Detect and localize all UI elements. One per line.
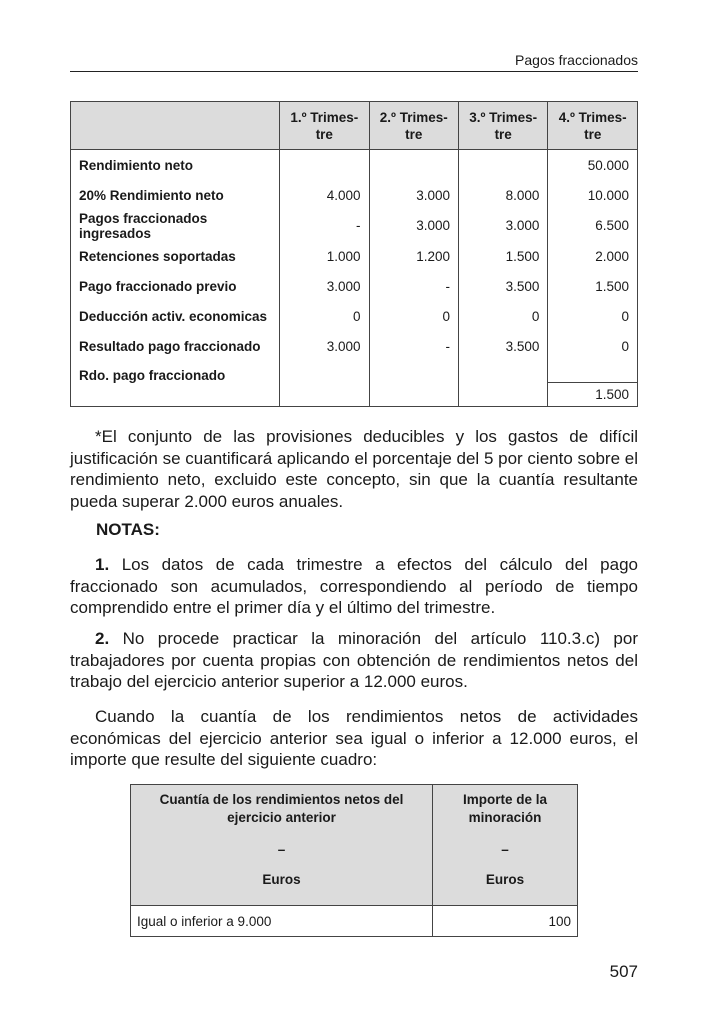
table-row: Pagos fraccionados ingresados - 3.000 3.000 6.500 (71, 211, 638, 241)
table-header-row (131, 785, 578, 906)
payments-table (70, 101, 638, 407)
header-q1: 1.º Trimes- tre (280, 102, 369, 150)
header-q3: 3.º Trimes- tre (458, 102, 547, 150)
page-number: 507 (609, 962, 638, 981)
running-header (70, 50, 638, 72)
final-result-value: 1.500 (548, 382, 637, 406)
running-title: Pagos fraccionados (515, 52, 638, 68)
footnote-paragraph: *El conjunto de las provisiones deducibles y los gastos de difícil justificación se cuantificará aplicando el porcentaje del 5 por ciento sobre el rendimiento neto, excluido este concepto, sin que la cuantía resultante pueda superar 2.000 euros anuales. (70, 427, 638, 511)
table-row: Deducción activ. economicas 0 0 0 0 (71, 301, 638, 331)
header-q4: 4.º Trimes- tre (548, 102, 638, 150)
header-income: Cuantía de los rendimientos netos del ejercicio anterior – Euros (131, 785, 433, 906)
table-header-row (71, 102, 638, 150)
notes-heading: NOTAS: (96, 520, 160, 539)
reduction-paragraph: Cuando la cuantía de los rendimientos netos de actividades económicas del ejercicio anterior sea igual o inferior a 12.000 euros, el importe que resulte del siguiente cuadro: (70, 707, 638, 769)
note-2: 2. No procede practicar la minoración del artículo 110.3.c) por trabajadores por cuenta propias con obtención de rendimientos netos del trabajo del ejercicio anterior superior a 12.000 euros. (70, 629, 638, 691)
header-q2: 2.º Trimes- tre (369, 102, 458, 150)
table-row: Rendimiento neto 50.000 (71, 150, 638, 181)
table-row: 20% Rendimiento neto 4.000 3.000 8.000 10.000 (71, 180, 638, 210)
header-blank (71, 102, 280, 150)
table-row: Resultado pago fraccionado 3.000 - 3.500 0 (71, 332, 638, 362)
note-1: 1. Los datos de cada trimestre a efectos del cálculo del pago fraccionado son acumulados, correspondiendo al período de tiempo comprendido entre el primer día y el último del trimestre. (70, 555, 638, 617)
table-row: Pago fraccionado previo 3.000 - 3.500 1.500 (71, 271, 638, 301)
reduction-table (130, 784, 578, 937)
header-reduction: Importe de la minoración – Euros (433, 785, 578, 906)
table-row: Rdo. pago fraccionado 1.500 (71, 362, 638, 407)
table-row: Retenciones soportadas 1.000 1.200 1.500 2.000 (71, 241, 638, 271)
table-row: Igual o inferior a 9.000 100 (131, 906, 578, 937)
